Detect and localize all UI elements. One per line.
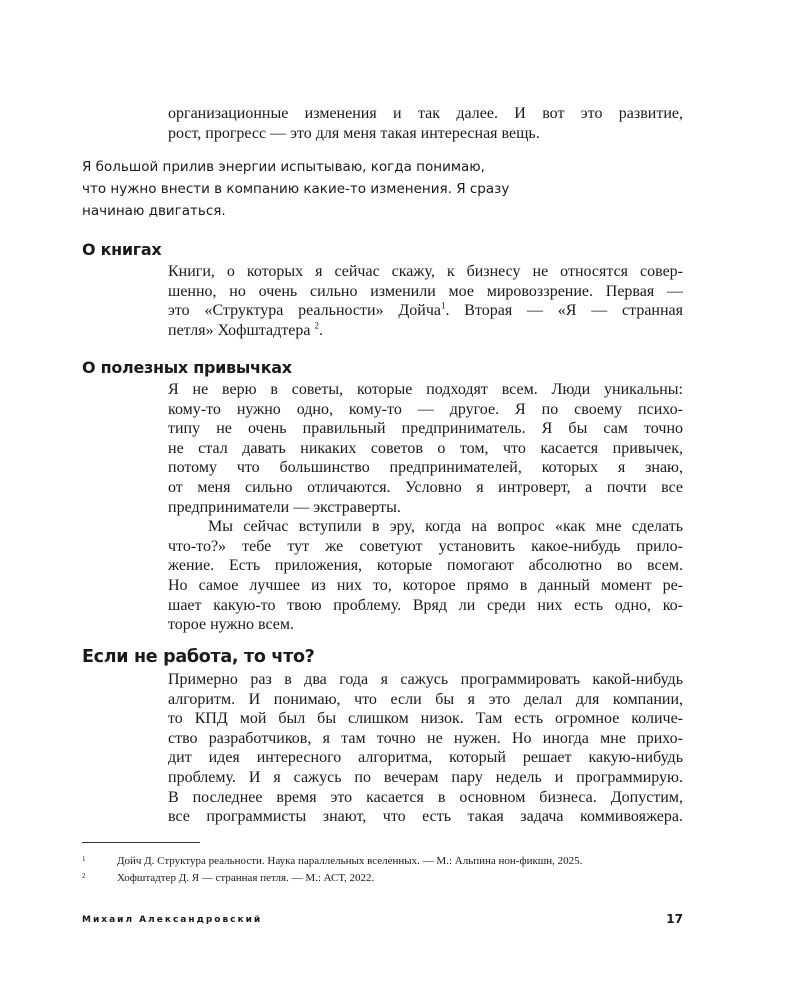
section-habits-body	[168, 380, 683, 635]
text-line: не стал давать никаких советов о том, что касается привычек,	[168, 439, 683, 457]
text-line: все программисты знают, что есть такая задача коммивояжера.	[168, 808, 683, 826]
text-line: Книги, о которых я сейчас скажу, к бизнесу не относятся совер-	[168, 263, 683, 280]
text-line: что-то?» тебе тут же советуют установить какое-нибудь прило-	[168, 537, 683, 555]
footnote-divider	[82, 842, 200, 843]
text-line: шает какую-то твою проблему. Вряд ли среди них есть одно, ко-	[168, 596, 683, 614]
text-line: петля» Хофштадтера $^2$.	[168, 320, 323, 339]
text-line: начинаю двигаться.	[82, 203, 226, 219]
text-line: ство разработчиков, я там точно не нужен. Но иногда мне прихо-	[168, 729, 683, 747]
text-line: кому-то нужно одно, кому-то — другое. Я по своему психо-	[168, 400, 683, 418]
section-books-body	[168, 262, 683, 340]
text-line: потому что большинство предпринимателей, которых я знаю,	[168, 459, 683, 477]
footnote-2: 2 Хофштадтер Д. Я — странная петля. — М.: АСТ, 2022.	[82, 872, 375, 884]
text-line: типу не очень правильный предприниматель. Я бы сам точно	[168, 420, 683, 438]
text-line: дит идея интересного алгоритма, который решает какую-нибудь	[168, 749, 683, 767]
footnote-ref[interactable]: 1	[440, 300, 446, 311]
text-line: это «Структура реальности» Дойча$^1$. Вторая — «Я — странная	[168, 300, 684, 320]
text-line: алгоритм. И понимаю, что если бы я это делал для компании,	[168, 690, 683, 708]
text-line: Но самое лучшее из них то, которое прямо в данный момент ре-	[168, 576, 683, 594]
text-line: Я большой прилив энергии испытываю, когда понимаю,	[82, 159, 485, 175]
page-number: 17	[666, 912, 683, 926]
text-line: организационные изменения и так далее. И вот это развитие,	[168, 105, 683, 122]
text-line: Примерно раз в два года я сажусь программировать какой-нибудь	[168, 671, 683, 688]
text-line: то КПД мой был бы слишком низок. Там есть огромное количе-	[168, 710, 683, 728]
text-line: Я не верю в советы, которые подходят всем. Люди уникальны:	[168, 381, 683, 398]
highlight-quote	[82, 156, 602, 222]
footnote-1: 1 Дойч Д. Структура реальности. Наука параллельных вселенных. — М.: Альпина нон-фикшн, 2025.	[82, 855, 583, 867]
text-line: шенно, но очень сильно изменили мое мировоззрение. Первая —	[168, 282, 683, 300]
running-footer-author: Михаил Александровский	[82, 915, 263, 925]
intro-quote	[168, 104, 683, 143]
text-line: торое нужно всем.	[168, 616, 295, 634]
text-line: Мы сейчас вступили в эру, когда на вопрос «как мне сделать	[208, 518, 683, 536]
text-line: проблему. И я сажусь по вечерам пару недель и программирую.	[168, 768, 683, 786]
text-line: рост, прогресс — это для меня такая интересная вещь.	[168, 124, 540, 142]
text-line: предприниматели — экстраверты.	[168, 498, 401, 516]
section-heading-hobby: Если не работа, то что?	[82, 647, 315, 667]
section-heading-books: О книгах	[82, 240, 162, 259]
footnote-ref[interactable]: 2	[314, 320, 319, 331]
text-line: В последнее время это касается в основном бизнеса. Допустим,	[168, 788, 683, 806]
section-heading-habits: О полезных привычках	[82, 358, 292, 377]
text-line: от меня сильно отличаются. Условно я интроверт, а почти все	[168, 478, 683, 496]
text-line: жение. Есть приложения, которые помогают абсолютно во всем.	[168, 557, 683, 575]
section-hobby-body	[168, 670, 683, 827]
text-line: что нужно внести в компанию какие-то изменения. Я сразу	[82, 181, 510, 197]
